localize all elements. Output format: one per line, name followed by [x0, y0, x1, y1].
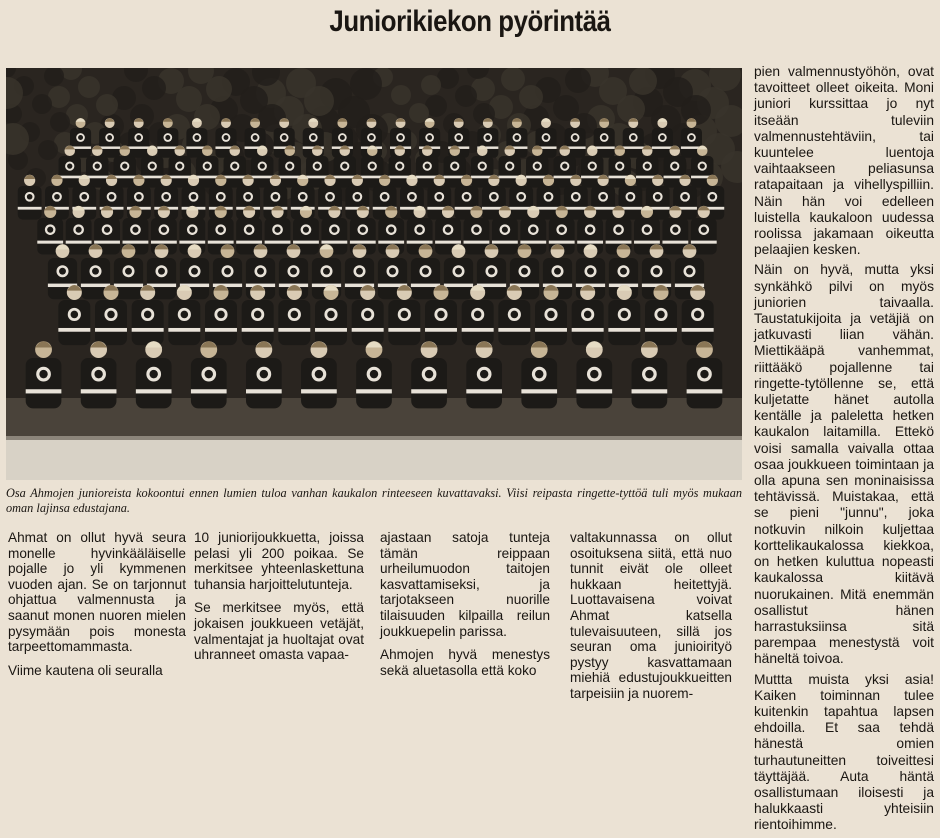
paragraph: Ahmat on ollut hyvä seura monelle hyvinkääläiselle pojalle jo yli kymmenen vuoden ajan. Se on tarjonnut ohjattua valmennusta ja saanut monen nuoren mielen pysymään pois monesta tarpeettomammasta. [8, 530, 186, 655]
article-column-1 [8, 530, 186, 682]
article-column-4 [570, 530, 732, 706]
article-column-3 [380, 530, 550, 682]
paragraph: valtakunnassa on ollut osoituksena siitä, että nuo tunnit eivät ole olleet hukkaan heitettyjä. Luottavaisena voivat Ahmat katsella tulevaisuuteen, sillä jos seuran oma junioirityö pystyy kasvattamaan miehiä edustujoukkueitten tarpeisiin ja nuorem- [570, 530, 732, 701]
paragraph: Viime kautena oli seuralla [8, 662, 163, 678]
paragraph: Ahmojen hyvä menestys sekä aluetasolla että koko [380, 647, 550, 678]
article-column-5 [754, 64, 934, 838]
paragraph: Se merkitsee myös, että jokaisen joukkueen vetäjät, valmentajat ja huoltajat ovat uhranneet omasta vapaa- [194, 600, 364, 663]
team-photo-illustration [6, 68, 742, 480]
paragraph: ajastaan satoja tunteja tämän reippaan urheilumuodon taitojen kasvattamiseksi, ja tarjotakseen nuorille tilaisuuden kilpailla reilun joukkuepelin parissa. [380, 530, 550, 639]
paragraph: Muttta muista yksi asia! Kaiken toiminnan tulee kuitenkin tapahtua lapsen ehdoilla. Et saa tehdä hänestä omien turhautuneitten toiveittesi täyttäjää. Auta häntä osallistumaan iloisesti ja halukkaasti yhteisiin rientoihimme. [754, 671, 934, 833]
paragraph: 10 juniorijoukkuetta, joissa pelasi yli 200 poikaa. Se merkitsee yhteenlaskettuna tuhansia harjoittelutunteja. [194, 530, 364, 592]
article-column-2 [194, 530, 364, 667]
paragraph: Näin on hyvä, mutta yksi synkähkö pilvi on myös juniorien taivaalla. Taustatukijoita ja vetäjiä on jatkuvasti liian vähän. Miettikääpä vanhemmat, riittääkö pojallenne tai ringette-tytöllenne se, että kuljetatte hänet autolla kentälle ja paleletta hetken kaukalon laitamilla. Ettekö voisi samalla vaivalla ottaa osaa joukkueen toimintaan ja olla apuna sen moninaisissa tehtävissä. Muistakaa, että se pieni "junnu", joka notkuvin nilkoin kuljettaa korttelikaukalossa kiekkoa, on hetken kuluttua nopeasti kaukalossa kiitävä nuorukainen. Mitä enemmän osallistut hänen harrastuksiinsa sitä parempaa menestystä voit häneltä toivoa. [754, 262, 934, 667]
article-headline: Juniorikiekon pyörintää [329, 5, 611, 38]
team-photo [6, 68, 742, 480]
paragraph: pien valmennustyöhön, ovat tavoitteet olleet oikeita. Moni juniori kurssittaa jo nyt itseään tuleviin valmennustehtäviin, tai kuuntelee luentoja vaihtaakseen peliasunsa ratapaitaan ja vihellyspilliin. Näin hän voi edelleen luistella kaukaloon uudessa roolissa jakamaan oikeutta pelaajien kesken. [754, 64, 934, 258]
photo-caption: Osa Ahmojen junioreista kokoontui ennen lumien tuloa vanhan kaukalon rinteeseen kuvattavaksi. Viisi reipasta ringette-tyttöä tuli myös mukaan oman lajinsa edustajana. [6, 486, 742, 515]
